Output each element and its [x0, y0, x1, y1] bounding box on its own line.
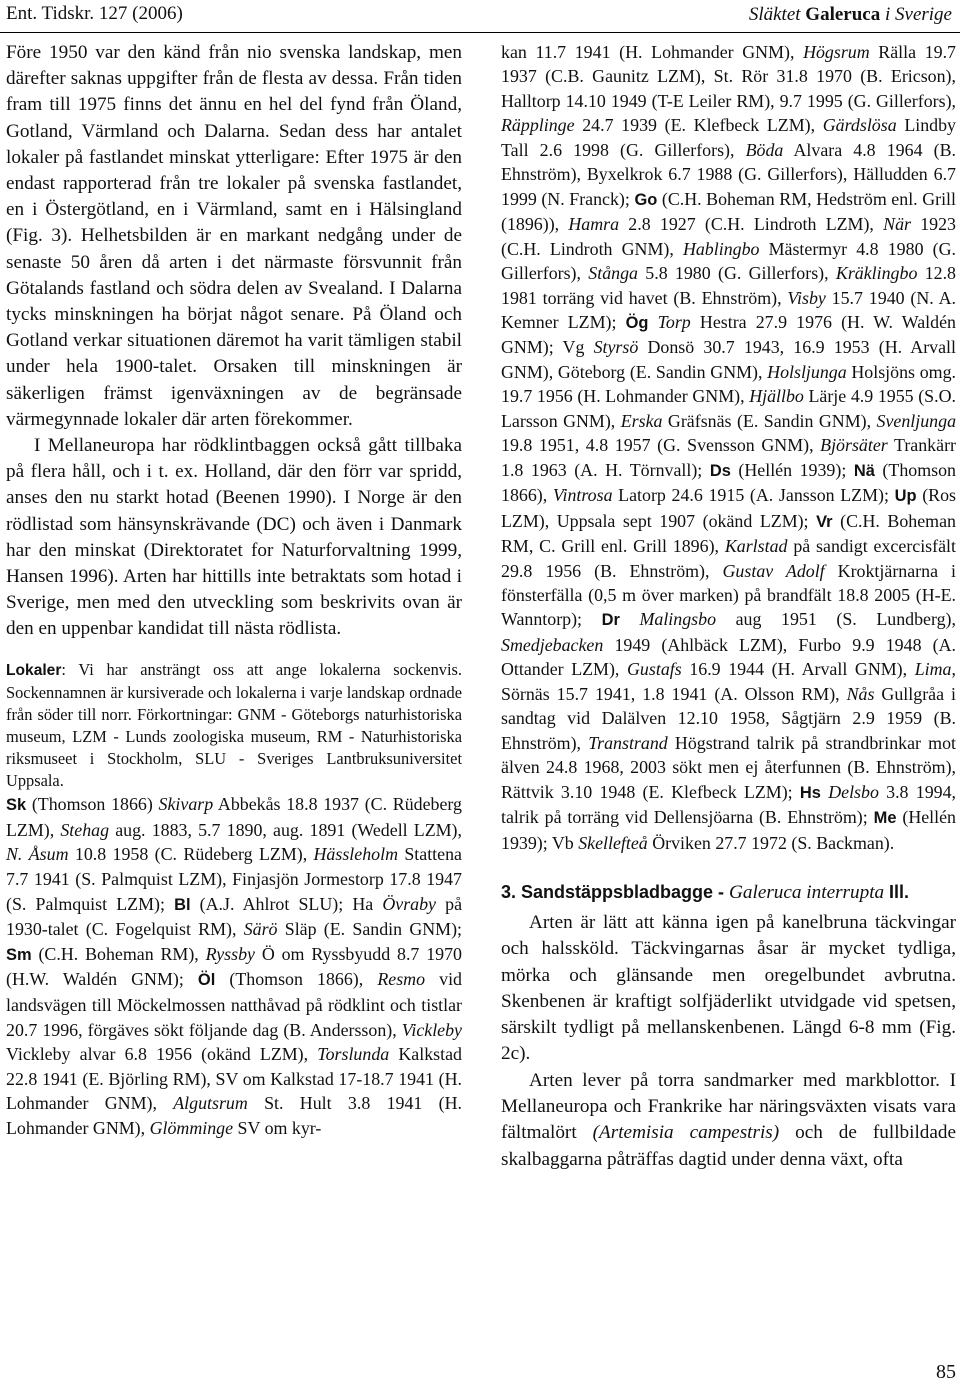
section-heading: 3. Sandstäppsbladbagge - Galeruca interrupta Ill. — [501, 881, 909, 903]
page-number: 85 — [936, 1361, 956, 1383]
paragraph-habitat: Arten lever på torra sandmarker med markblottor. I Mellaneuropa och Frankrike har näringsväxten visats vara fältmalört (Artemisia campestris) och de fullbildade skalbaggarna påträffas dagtid under denna växt, ofta — [501, 1069, 957, 1170]
locality-records-left: Sk (Thomson 1866) Skivarp Abbekås 18.8 1937 (C. Rüdeberg LZM), Stehag aug. 1883, 5.7 1890, aug. 1891 (Wedell LZM), N. Åsum 10.8 1958 (C. Rüdeberg LZM), Hässleholm Stattena 7.7 1941 (S. Palmquist LZM), Finjasjön Jormestorp 17.8 1947 (S. Palmquist LZM); Bl (A.J. Ahlrot SLU); Ha Övraby på 1930-talet (C. Fogelquist RM), Särö Släp (E. Sandin GNM); Sm (C.H. Boheman RM), Ryssby Ö om Ryssbyudd 8.7 1970 (H.W. Waldén GNM); Öl (Thomson 1866), Resmo vid landsvägen till Möckelmossen natthåvad på rödklint och tistlar 20.7 1996, förgäves sökt följande dag (B. Andersson), Vickleby Vickleby alvar 6.8 1956 (okänd LZM), Torslunda Kalkstad 22.8 1941 (E. Björling RM), SV om Kalkstad 17-18.7 1941 (H. Lohmander GNM), Algutsrum St. Hult 3.8 1941 (H. Lohmander GNM), Glömminge SV om kyr- — [6, 794, 463, 1138]
locality-records-right: kan 11.7 1941 (H. Lohmander GNM), Högsrum Rälla 19.7 1937 (C.B. Gaunitz LZM), St. Rör 31.8 1970 (B. Ericson), Halltorp 14.10 1949 (T-E Leiler RM), 9.7 1995 (G. Gillerfors), Räpplinge 24.7 1939 (E. Klefbeck LZM), Gärdslösa Lindby Tall 2.6 1998 (G. Gillerfors), Böda Alvara 4.8 1964 (B. Ehnström), Byxelkrok 6.7 1988 (G. Gillerfors), Hälludden 6.7 1999 (N. Franck); Go (C.H. Boheman RM, Hedström enl. Grill (1896)), Hamra 2.8 1927 (C.H. Lindroth LZM), När 1923 (C.H. Lindroth GNM), Hablingbo Mästermyr 4.8 1980 (G. Gillerfors), Stånga 5.8 1980 (G. Gillerfors), Kräklingbo 12.8 1981 torräng vid havet (B. Ehnström), Visby 15.7 1940 (N. A. Kemner LZM); Ög Torp Hestra 27.9 1976 (H. W. Waldén GNM); Vg Styrsö Donsö 30.7 1943, 16.9 1953 (H. Arvall GNM), Göteborg (E. Sandin GNM), Holsljunga Holsjöns omg. 19.7 1956 (H. Lohmander GNM), Hjällbo Lärje 4.9 1955 (S.O. Larsson GNM), Erska Gräfsnäs (E. Sandin GNM), Svenljunga 19.8 1951, 4.8 1957 (G. Svensson GNM), Björsäter Trankärr 1.8 1963 (A. H. Törnvall); Ds (Hellén 1939); Nä (Thomson 1866), Vintrosa Latorp 24.6 1915 (A. Jansson LZM); Up (Ros LZM), Uppsala sept 1907 (okänd LZM); Vr (C.H. Boheman RM, C. Grill enl. Grill 1896), Karlstad på sandigt excercisfält 29.8 1956 (B. Ehnström), Gustav Adolf Kroktjärnarna i fönsterfälla (0,5 m över marken) på brandfält 18.8 2005 (H-E. Wanntorp); Dr Malingsbo aug 1951 (S. Lundberg), Smedjebacken 1949 (Ahlbäck LZM), Furbo 9.9 1948 (A. Ottander LZM), Gustafs 16.9 1944 (H. Arvall GNM), Lima, Sörnäs 15.7 1941, 1.8 1941 (A. Olsson RM), Nås Gullgråa i sandtag vid Dalälven 12.10 1958, Sågtjärn 2.9 1959 (B. Ehnström), Transtrand Högstrand talrik på strandbrinkar mot älven 24.8 1968, 2003 sökt men ej återfunnen (B. Ehnström), Rättvik 3.10 1948 (E. Klefbeck LZM); Hs Delsbo 3.8 1994, talrik på torräng vid Dellensjöarna (B. Ehnström); Me (Hellén 1939); Vb Skellefteå Örviken 27.7 1972 (S. Backman). — [501, 42, 957, 853]
journal-citation: Ent. Tidskr. 127 (2006) — [6, 3, 183, 24]
lokaler-label: Lokaler — [6, 661, 62, 679]
header-rule — [0, 32, 960, 33]
running-title: Släktet Galeruca i Sverige — [748, 4, 952, 25]
paragraph-decline: Före 1950 var den känd från nio svenska landskap, men därefter saknas uppgifter från de flesta av dessa. Från tiden fram till 1975 finns det ännu en hel del fynd från Öland, Gotland, Värmland och Dalarna. Sedan dess har antalet lokaler på fastlandet minskat ytterligare: Efter 1975 är den endast rapporterad från tre lokaler på svenska fastlandet, en i Östergötland, en i Värmland, samt en i Hälsingland (Fig. 3). Helhetsbilden är en markant nedgång under de senaste 50 åren då arten i det närmaste försvunnit från Götalands fastland och södra delen av Svealand. I Dalarna tycks minskningen ha börjat något senare. På Öland och Gotland verkar situationen däremot ha varit tämligen stabil under hela 1900-talet. Orsaken till minskningen är säkerligen främst igenväxningen av de begränsade värmegynnade lokaler där arten förekommer. — [6, 42, 462, 430]
genus-name: Galeruca — [805, 4, 881, 25]
left-column — [6, 40, 462, 1141]
lokaler-note: Lokaler: Vi har ansträngt oss att ange lokalerna sockenvis. Sockennamnen är kursiverade och lokalerna i varje landskap ordnade från söder till norr. Förkortningar: GNM - Göteborgs naturhistoriska museum, LZM - Lunds zoologiska museum, RM - Naturhistoriska riksmuseet i Stockholm, SLU - Sveriges Lantbruksuniversitet Uppsala. — [6, 659, 462, 791]
paragraph-europe: I Mellaneuropa har rödklintbaggen också gått tillbaka på flera håll, och i t. ex. Holland, där den förr var spridd, anses den nu starkt hotad (Beenen 1990). I Norge är den rödlistad som hänsynskrävande (DC) och även i Danmark har den minskat (Direktoratet for Naturforvaltning 1999, Hansen 1996). Arten har hittills inte betraktats som hotad i Sverige, men med den utveckling som beskrivits ovan är den en uppenbar kandidat till nästa rödlista. — [6, 435, 462, 640]
right-column — [501, 40, 956, 1173]
running-head — [0, 0, 960, 34]
paragraph-description: Arten är lätt att känna igen på kanelbruna täckvingar och halssköld. Täckvingarnas åsar är mycket tydliga, mörka och glänsande men oregelbundet avbrutna. Skenbenen är kraftigt solfjäderlikt utvidgade vid spetsen, särskilt tydligt på mellanskenbenen. Längd 6-8 mm (Fig. 2c). — [501, 911, 956, 1065]
species-name: Galeruca interrupta — [729, 881, 885, 903]
